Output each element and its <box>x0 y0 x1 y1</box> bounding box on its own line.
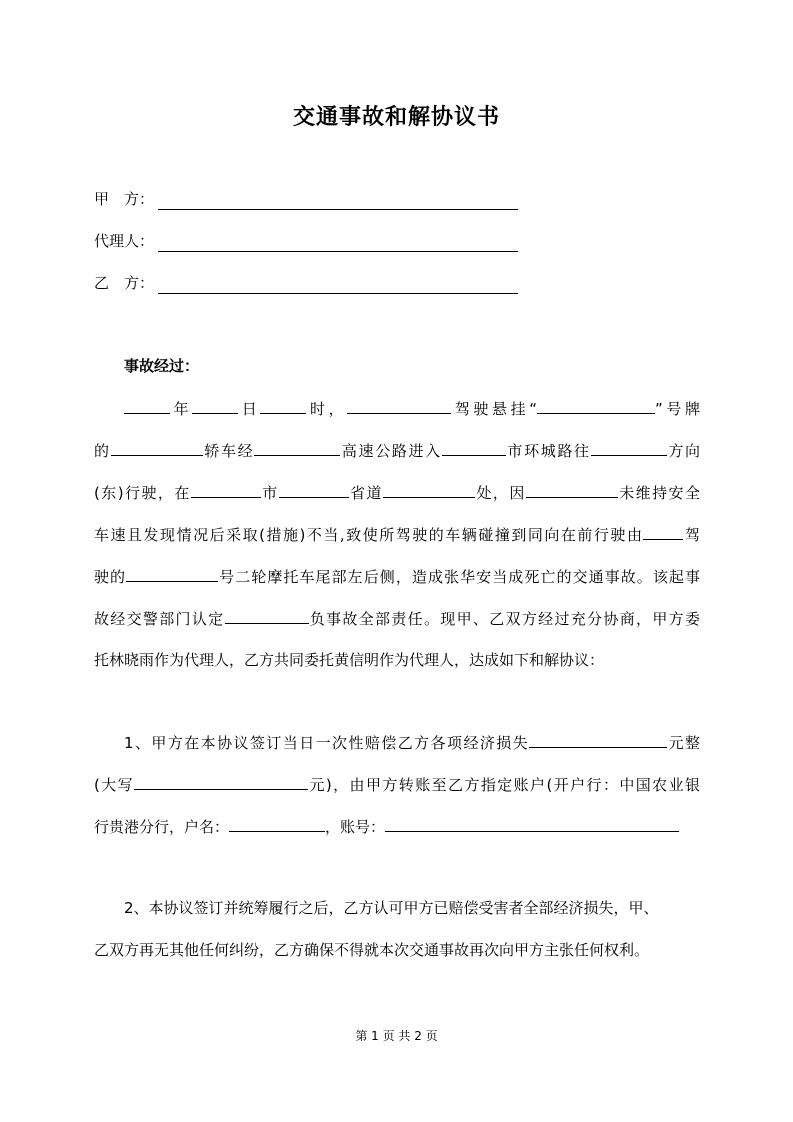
text-segment: 日 <box>238 400 261 418</box>
text-segment: 市 <box>260 484 279 502</box>
page-footer: 第 1 页 共 2 页 <box>355 1029 438 1043</box>
blank <box>347 396 451 414</box>
text-segment: 驾驶悬挂“ <box>451 400 537 418</box>
blank <box>529 730 667 748</box>
blank <box>643 522 683 540</box>
accident-line-5 <box>94 564 700 588</box>
blank <box>537 396 655 414</box>
text-segment: 轿车经 <box>202 442 255 460</box>
text-segment: 行贵港分行，户名： <box>94 818 230 836</box>
text-segment: 故经交警部门认定 <box>94 610 225 628</box>
accident-line-1 <box>124 396 700 420</box>
blank <box>191 480 261 498</box>
agent-row <box>94 230 518 252</box>
blank <box>260 396 306 414</box>
text-segment: 驶的 <box>94 568 127 586</box>
clause-1-line-2 <box>94 772 700 796</box>
blank <box>279 480 349 498</box>
text-segment: (大写 <box>94 776 135 794</box>
blank <box>591 438 667 456</box>
blank <box>442 438 506 456</box>
text-segment: 1、甲方在本协议签订当日一次性赔偿乙方各项经济损失 <box>124 734 530 752</box>
text-segment: 元)，由甲方转账至乙方指定账户(开户行：中国农业银 <box>308 776 700 794</box>
text-segment: 元整 <box>667 734 700 752</box>
text-segment: 省道 <box>348 484 383 502</box>
text-segment: 未维持安全 <box>617 484 700 502</box>
text-segment: 处，因 <box>475 484 526 502</box>
blank <box>225 606 309 624</box>
blank <box>111 438 203 456</box>
text-segment: 驾 <box>683 526 700 544</box>
text-segment: 的 <box>94 442 111 460</box>
party-b-label: 乙 方： <box>94 274 155 292</box>
clause-1-line-3 <box>94 814 700 838</box>
text-segment: ，账号： <box>325 818 386 836</box>
agent-label: 代理人： <box>94 232 155 250</box>
text-segment: 车速且发现情况后采取(措施)不当,致使所驾驶的车辆碰撞到同向在前行驶由 <box>94 526 644 544</box>
accident-line-2 <box>94 438 700 462</box>
blank <box>526 480 618 498</box>
clause-2-line-1: 2、本协议签订并统筹履行之后，乙方认可甲方已赔偿受害者全部经济损失，甲、 <box>124 899 659 917</box>
text-segment: 号二轮摩托车尾部左后侧，造成张华安当成死亡的交通事故。该起事 <box>218 568 700 586</box>
blank <box>134 772 308 790</box>
text-segment: 方向 <box>666 442 700 460</box>
text-segment: 高速公路进入 <box>340 442 442 460</box>
text-segment: (东)行驶，在 <box>94 484 191 502</box>
text-segment: 市环城路往 <box>505 442 591 460</box>
party-a-label: 甲 方： <box>94 190 155 208</box>
text-segment: 时， <box>306 400 348 418</box>
accident-line-7: 托林晓雨作为代理人，乙方共同委托黄信明作为代理人，达成如下和解协议： <box>94 651 605 669</box>
text-segment: ”号牌 <box>655 400 700 418</box>
accident-line-6 <box>94 606 700 630</box>
text-segment: 负事故全部责任。现甲、乙双方经过充分协商，甲方委 <box>308 610 700 628</box>
text-segment: 年 <box>170 400 193 418</box>
clause-1-line-1 <box>124 730 700 754</box>
accident-line-4 <box>94 522 700 546</box>
blank <box>385 814 679 832</box>
clause-2-line-2: 乙双方再无其他任何纠纷，乙方确保不得就本次交通事故再次向甲方主张任何权利。 <box>94 941 650 959</box>
blank <box>383 480 475 498</box>
blank <box>126 564 218 582</box>
party-b-blank <box>158 275 518 294</box>
party-a-row <box>94 188 518 210</box>
blank <box>192 396 238 414</box>
blank <box>124 396 170 414</box>
agent-blank <box>158 233 518 252</box>
accident-line-3 <box>94 480 700 504</box>
blank <box>229 814 325 832</box>
party-b-row <box>94 272 518 294</box>
document-title: 交通事故和解协议书 <box>292 104 500 130</box>
party-a-blank <box>158 191 518 210</box>
accident-heading: 事故经过： <box>124 357 200 375</box>
blank <box>254 438 340 456</box>
